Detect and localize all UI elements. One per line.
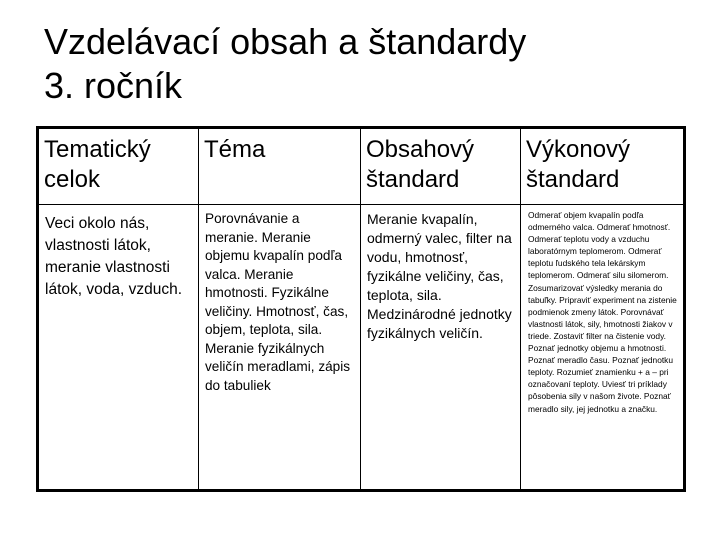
- cell-vykonovy-standard: [521, 205, 684, 490]
- header-vykonovy-standard: Výkonový štandard: [521, 129, 684, 205]
- title-line-1: Vzdelávací obsah a štandardy: [44, 21, 527, 62]
- cell-tema-text: Porovnávanie a meranie. Meranie objemu kvapalín podľa valca. Meranie hmotnosti. Fyzikálne veličiny. Hmotnosť, čas, objem, teplota, sila. Meranie fyzikálnych veličín meradlami, zápis do tabuliek: [205, 211, 351, 393]
- page-title: [44, 20, 684, 108]
- header-obsahovy-standard: Obsahový štandard: [361, 129, 521, 205]
- table-row: [39, 205, 684, 490]
- header-tematicky-celok: Tematický celok: [39, 129, 199, 205]
- cell-tematicky-celok-text: Veci okolo nás, vlastnosti látok, meranie vlastnosti látok, voda, vzduch.: [45, 215, 182, 298]
- cell-vykonovy-standard-text: Odmerať objem kvapalín podľa odmerného valca. Odmerať hmotnosť. Odmerať teplotu vody a vzduchu laboratórnym teplomerom. Odmerať teplotu ľudského tela lekárskym teplomerom. Odmerať silu silomerom. Zosumarizovať výsledky merania do tabuľky. Pripraviť experiment na zistenie podmienok zmeny látok. Porovnávať vlastnosti látok, sily, hmotnosti žiakov v triede. Zostaviť filter na čistenie vody. Poznať jednotky objemu a hmotnosti. Poznať meradlo času. Poznať jednotku teploty. Rozumieť znamienku + a – pri označovaní teploty. Uviesť tri príklady pôsobenia sily v našom živote. Poznať meradlo sily, jej jednotku a značku.: [528, 210, 677, 414]
- cell-tematicky-celok: [39, 205, 199, 490]
- standards-table: [38, 128, 684, 490]
- table-header-row: [39, 129, 684, 205]
- cell-obsahovy-standard-text: Meranie kvapalín, odmerný valec, filter na vodu, hmotnosť, fyzikálne veličiny, čas, teplota, sila. Medzinárodné jednotky fyzikálnych veličín.: [367, 211, 512, 341]
- title-line-2: 3. ročník: [44, 65, 183, 106]
- standards-table-frame: [36, 126, 686, 492]
- cell-tema: [199, 205, 361, 490]
- header-tema: Téma: [199, 129, 361, 205]
- cell-obsahovy-standard: [361, 205, 521, 490]
